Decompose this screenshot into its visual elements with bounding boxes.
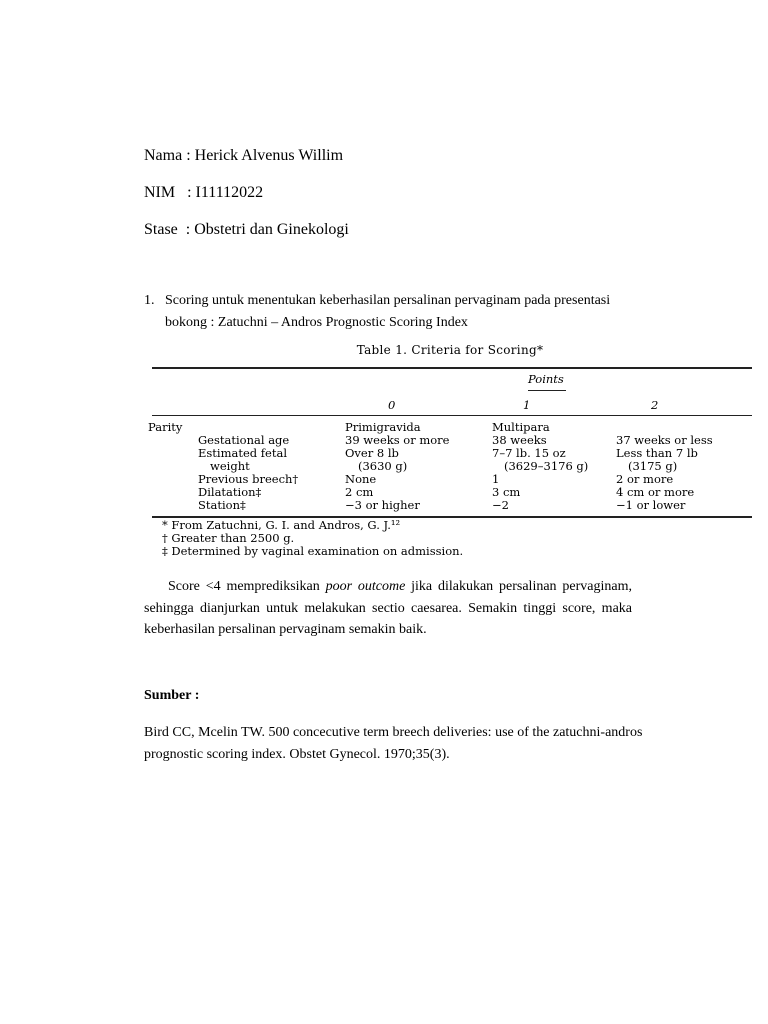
row-label-previous-breech: Previous breech† xyxy=(198,472,299,486)
cell-estimated-fetal-0: Over 8 lb xyxy=(345,446,399,460)
paragraph-part2: jika dilakukan persalinan pervaginam, sehingga dianjurkan untuk melakukan sectio caesarea. Semakin tinggi score, maka keberhasilan persalinan pervaginam semakin baik. xyxy=(144,579,632,637)
student-name: Nama : Herick Alvenus Willim xyxy=(144,147,344,164)
cell-previous-breech-2: 2 or more xyxy=(616,472,674,486)
cell-dilatation-0: 2 cm xyxy=(345,485,374,499)
col-head-1: 1 xyxy=(523,398,531,412)
scoring-table xyxy=(148,343,752,563)
row-label-weight: weight xyxy=(210,459,250,473)
stase: Stase : Obstetri dan Ginekologi xyxy=(144,221,349,238)
cell-gestational-age-2: 37 weeks or less xyxy=(616,433,713,447)
cell-previous-breech-0: None xyxy=(345,472,377,486)
reference-text: Bird CC, Mcelin TW. 500 concecutive term breech deliveries: use of the zatuchni-andros prognostic scoring index. Obstet Gynecol. 1970;35(3). xyxy=(144,725,643,762)
cell-previous-breech-1: 1 xyxy=(492,472,500,486)
row-label-dilatation: Dilatation‡ xyxy=(198,485,262,499)
col-head-0: 0 xyxy=(388,398,396,412)
cell-station-0: −3 or higher xyxy=(345,498,420,512)
row-label-gestational-age: Gestational age xyxy=(198,433,290,447)
cell-parity-0: Primigravida xyxy=(345,420,421,434)
points-underline xyxy=(528,390,566,391)
cell-estimated-fetal-2: Less than 7 lb xyxy=(616,446,698,460)
table-top-rule xyxy=(152,367,752,369)
paragraph-italic: poor outcome xyxy=(325,579,406,594)
cell-weight-0: (3630 g) xyxy=(358,459,408,473)
cell-dilatation-1: 3 cm xyxy=(492,485,521,499)
question-text: Scoring untuk menentukan keberhasilan persalinan pervaginam pada presentasi bokong : Zatuchni – Andros Prognostic Scoring Index xyxy=(165,293,611,330)
row-label-parity: Parity xyxy=(148,420,183,434)
cell-estimated-fetal-1: 7–7 lb. 15 oz xyxy=(492,446,566,460)
cell-weight-1: (3629–3176 g) xyxy=(504,459,589,473)
score-paragraph xyxy=(144,576,632,641)
cell-weight-2: (3175 g) xyxy=(628,459,678,473)
sumber-heading: Sumber : xyxy=(144,688,200,703)
cell-station-2: −1 or lower xyxy=(616,498,686,512)
question-number: 1. xyxy=(144,293,155,308)
footnote-dagger: † Greater than 2500 g. xyxy=(162,531,295,545)
cell-station-1: −2 xyxy=(492,498,509,512)
row-label-station: Station‡ xyxy=(198,498,246,512)
paragraph-part1: Score <4 memprediksikan xyxy=(168,579,326,594)
footnote-source: * From Zatuchni, G. I. and Andros, G. J.¹² xyxy=(162,518,401,532)
points-label: Points xyxy=(528,372,564,386)
cell-gestational-age-0: 39 weeks or more xyxy=(345,433,450,447)
table-title: Table 1. Criteria for Scoring* xyxy=(356,343,544,357)
cell-gestational-age-1: 38 weeks xyxy=(492,433,547,447)
col-head-2: 2 xyxy=(651,398,659,412)
student-nim: NIM : I11112022 xyxy=(144,184,264,201)
cell-parity-1: Multipara xyxy=(492,420,550,434)
footnote-double-dagger: ‡ Determined by vaginal examination on admission. xyxy=(162,544,464,558)
question-1 xyxy=(144,290,644,334)
cell-dilatation-2: 4 cm or more xyxy=(616,485,695,499)
row-label-estimated-fetal: Estimated fetal xyxy=(198,446,288,460)
table-header-rule xyxy=(152,415,752,416)
